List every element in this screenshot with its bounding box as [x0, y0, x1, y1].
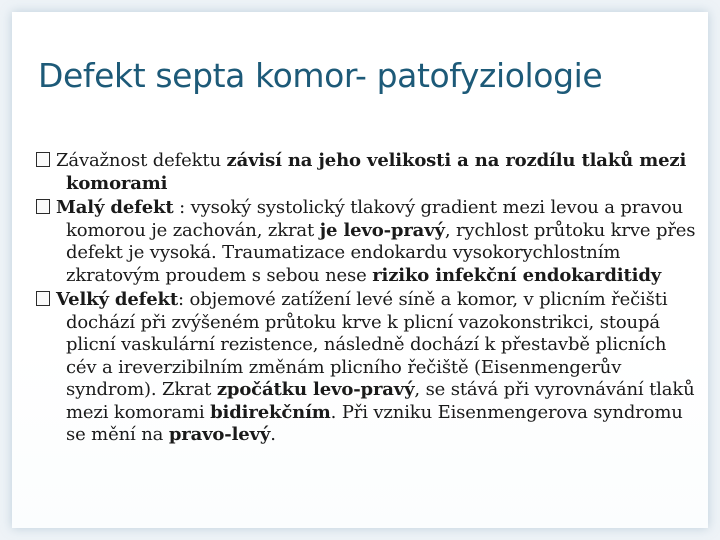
bold-run: je levo-pravý	[319, 219, 445, 241]
bold-run: závisí na jeho velikosti a na rozdílu tlaků mezi komorami	[66, 150, 687, 194]
bullet-paragraph-severity	[36, 150, 696, 195]
slide-title: Defekt septa komor- patofyziologie	[38, 56, 603, 95]
bold-run: Velký defekt	[56, 289, 179, 310]
text-run: : vysoký systolický tlakový gradient mezi levou a pravou komorou je zachován, zkrat	[66, 197, 683, 241]
text-run: .	[270, 424, 276, 445]
bold-run: riziko infekční endokarditidy	[372, 264, 662, 286]
bold-run: Malý defekt	[56, 197, 174, 218]
slide-body	[36, 150, 696, 449]
square-bullet-icon	[36, 291, 50, 306]
text-run: , se stává při vyrovnávání tlaků mezi komorami	[66, 379, 695, 423]
bold-run: pravo-levý	[168, 424, 271, 445]
bullet-paragraph-large-defect	[36, 289, 696, 447]
bold-run: bidirekčním	[210, 401, 331, 423]
text-run: : objemové zatížení levé síně a komor, v plicním řečišti dochází při zvýšeném průtoku krve k plicní vazokonstrikci, stoupá plicní vaskulární rezistence, následně dochází k přestavbě plicních cév a ireverzibilním změnám plicního řečiště (Eisenmengerův syndrom). Zkrat	[66, 289, 668, 400]
square-bullet-icon	[36, 152, 50, 167]
text-run: , rychlost průtoku krve přes defekt je vysoká. Traumatizace endokardu vysokorychlostním zkratovým proudem s sebou nese	[66, 219, 696, 286]
text-run: . Při vzniku Eisenmengerova syndromu se mění na	[66, 401, 683, 445]
text-run: Závažnost defektu	[56, 150, 227, 171]
square-bullet-icon	[36, 199, 50, 214]
bold-run: zpočátku levo-pravý	[216, 379, 415, 400]
bullet-paragraph-small-defect	[36, 197, 696, 287]
